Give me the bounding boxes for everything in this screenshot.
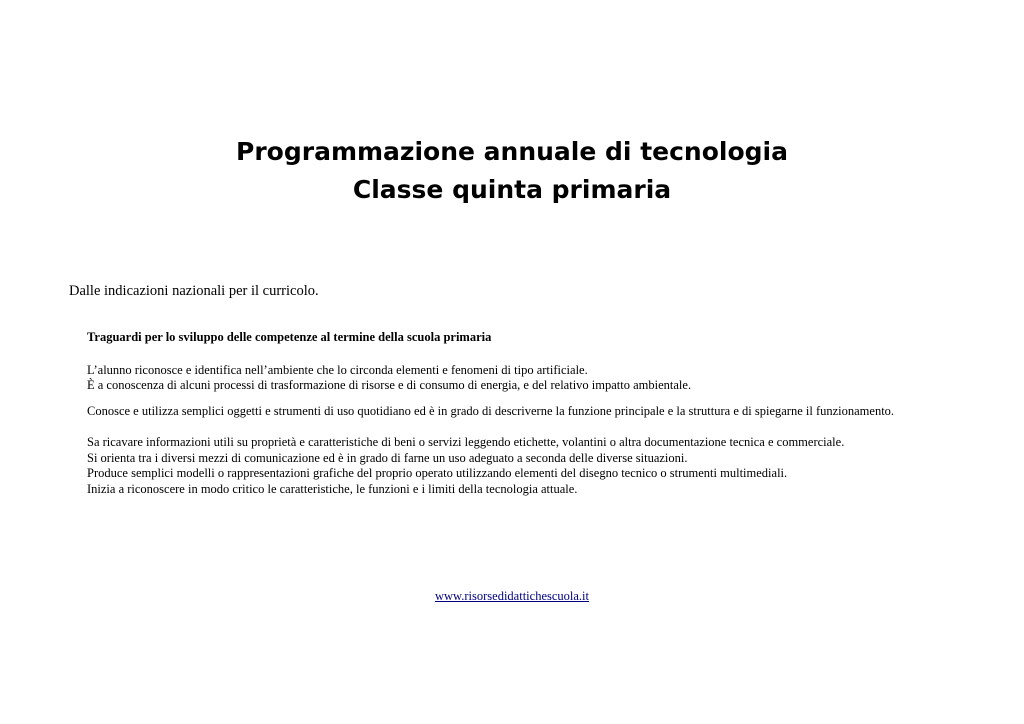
document-title: Programmazione annuale di tecnologia [236,137,788,166]
website-link[interactable]: www.risorsedidattichescuola.it [434,589,589,603]
intro-text: Dalle indicazioni nazionali per il curricolo. [69,283,319,299]
goal-line: È a conoscenza di alcuni processi di trasformazione di risorse e di consumo di energia, e del relativo impatto ambientale. [87,378,692,392]
goal-line: Si orienta tra i diversi mezzi di comunicazione ed è in grado di farne un uso adeguato a seconda delle diverse situazioni. [87,450,688,465]
goals-heading: Traguardi per lo sviluppo delle competenze al termine della scuola primaria [87,330,492,344]
goal-line: Inizia a riconoscere in modo critico le caratteristiche, le funzioni e i limiti della tecnologia attuale. [87,481,578,496]
goals-section [87,330,1017,497]
goal-line: Sa ricavare informazioni utili su proprietà e caratteristiche di beni o servizi leggendo etichette, volantini o altra documentazione tecnica e commerciale. [87,435,845,449]
goal-line: Produce semplici modelli o rappresentazioni grafiche del proprio operato utilizzando elementi del disegno tecnico o strumenti multimediali. [87,466,788,480]
goal-line: L’alunno riconosce e identifica nell’ambiente che lo circonda elementi e fenomeni di tipo artificiale. [87,362,588,377]
goal-line: Conosce e utilizza semplici oggetti e strumenti di uso quotidiano ed è in grado di descriverne la funzione principale e la struttura e di spiegarne il funzionamento. [87,403,895,418]
document-subtitle: Classe quinta primaria [352,175,672,204]
